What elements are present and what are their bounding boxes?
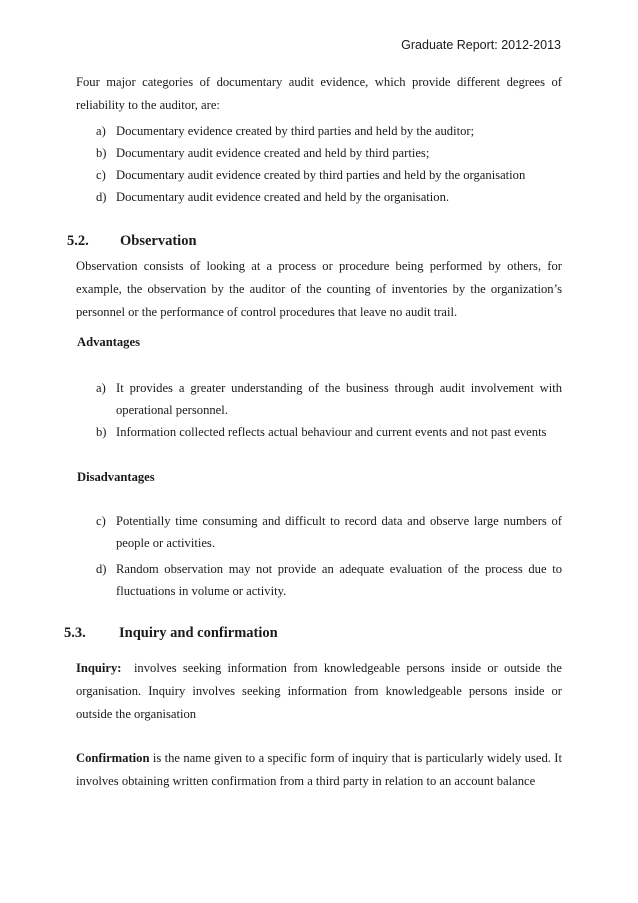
list-item: [96, 510, 562, 554]
section-heading-observation: [67, 233, 367, 253]
inquiry-label: Inquiry:: [76, 661, 122, 675]
list-item-text: Documentary audit evidence created and held by the organisation.: [116, 190, 450, 204]
advantages-heading: Advantages: [77, 335, 140, 349]
list-item: [96, 421, 562, 443]
list-item: [96, 120, 562, 142]
disadvantages-list: [96, 510, 562, 602]
list-item: [96, 142, 562, 164]
confirmation-paragraph: [76, 747, 562, 793]
confirmation-label: Confirmation: [76, 751, 150, 765]
list-item-text: Random observation may not provide an adequate evaluation of the process due to fluctuations in volume or activity.: [116, 562, 562, 598]
list-item: [96, 164, 562, 186]
list-item-text: Potentially time consuming and difficult to record data and observe large numbers of people or activities.: [116, 514, 562, 550]
intro-paragraph: Four major categories of documentary audit evidence, which provide different degrees of reliability to the auditor, are:: [76, 75, 562, 112]
list-marker: d): [96, 190, 107, 204]
section-title: Observation: [120, 233, 197, 249]
inquiry-text: involves seeking information from knowledgeable persons inside or outside the organisation. Inquiry involves seeking information from knowledgeable persons inside or outside the organisation: [76, 661, 563, 721]
list-item-text: It provides a greater understanding of the business through audit involvement with operational personnel.: [116, 381, 562, 417]
section-heading-inquiry: [64, 625, 464, 645]
list-item-text: Information collected reflects actual behaviour and current events and not past events: [116, 425, 547, 439]
section-number: 5.2.: [67, 233, 89, 249]
inquiry-paragraph: [76, 657, 562, 726]
section-title: Inquiry and confirmation: [119, 625, 278, 641]
list-marker: c): [96, 168, 106, 182]
section-number: 5.3.: [64, 625, 86, 641]
list-item: [96, 558, 562, 602]
list-marker: b): [96, 425, 107, 439]
list-marker: a): [96, 381, 106, 395]
list-marker: b): [96, 146, 107, 160]
list-marker: c): [96, 514, 106, 528]
list-marker: d): [96, 562, 107, 576]
advantages-list: [96, 377, 562, 443]
list-item: [96, 186, 562, 208]
list-item-text: Documentary audit evidence created and held by third parties;: [116, 146, 430, 160]
list-marker: a): [96, 124, 106, 138]
observation-paragraph: Observation consists of looking at a process or procedure being performed by others, for example, the observation by the auditor of the counting of inventories by the organization’s personnel or the performance of control procedures that leave no audit trail.: [76, 259, 562, 319]
evidence-categories-list: [96, 120, 562, 208]
page-header: Graduate Report: 2012-2013: [401, 38, 561, 52]
list-item-text: Documentary evidence created by third parties and held by the auditor;: [116, 124, 475, 138]
confirmation-text: is the name given to a specific form of inquiry that is particularly widely used. It involves obtaining written confirmation from a third party in relation to an account balance: [76, 751, 563, 788]
list-item-text: Documentary audit evidence created by third parties and held by the organisation: [116, 168, 526, 182]
list-item: [96, 377, 562, 421]
disadvantages-heading: Disadvantages: [77, 470, 155, 484]
